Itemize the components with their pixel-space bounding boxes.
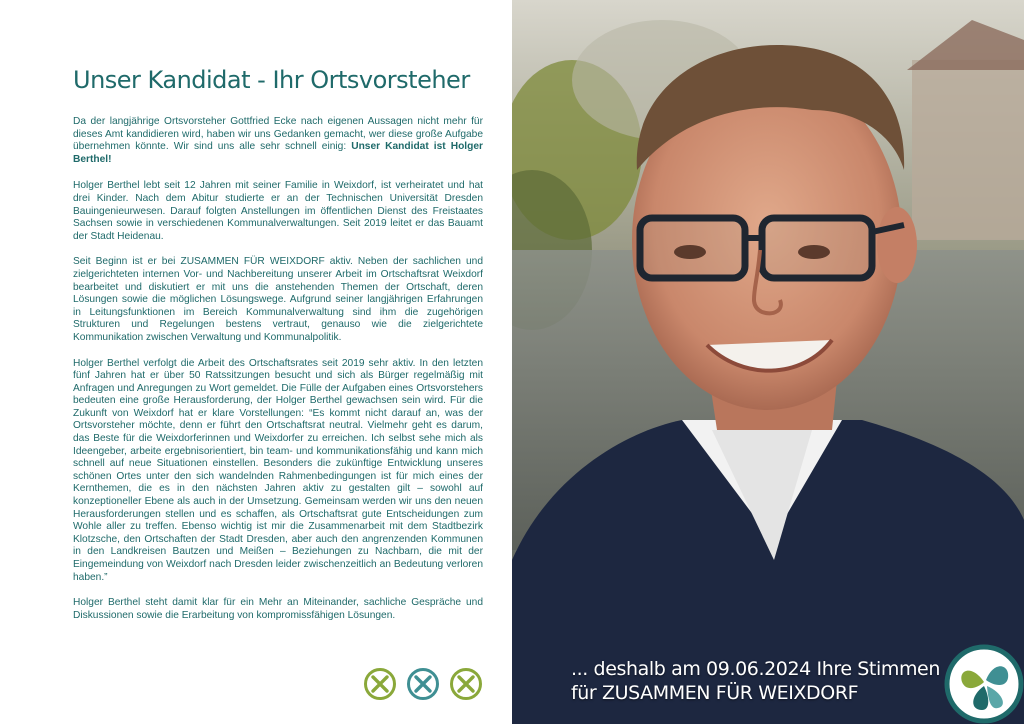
vote-crosses xyxy=(363,667,488,707)
candidate-photo-panel xyxy=(512,0,1024,724)
article-body xyxy=(73,116,483,635)
slogan-line-1: ... deshalb am 09.06.2024 Ihre Stimmen xyxy=(571,658,940,680)
paragraph-biography: Holger Berthel lebt seit 12 Jahren mit seiner Familie in Weixdorf, ist verheiratet und hat drei Kinder. Nach dem Abitur studierte er an der Technischen Universität Dresden Bauingenieurwesen. Darauf folgten Anstellungen im öffentlichen Dienst des Freistaates Sachsen sowie in verschiedenen Kommunalverwaltungen. Seit 2019 leitet er das Bauamt der Stadt Heidenau. xyxy=(73,180,483,242)
paragraph-intro-text: Da der langjährige Ortsvorsteher Gottfried Ecke nach eigenen Aussagen nicht mehr für dieses Amt kandidieren wird, haben wir uns Gedanken gemacht, wer diese große Aufgabe übernehmen könnte. Wir sind uns alle sehr schnell einig: xyxy=(73,116,483,153)
check-cross-icon xyxy=(363,667,397,701)
check-cross-icon xyxy=(449,667,483,701)
check-cross-icon xyxy=(406,667,440,701)
candidate-photo xyxy=(512,0,1024,724)
paragraph-intro xyxy=(73,116,483,166)
page-title: Unser Kandidat - Ihr Ortsvorsteher xyxy=(73,66,470,94)
paragraph-summary: Holger Berthel steht damit klar für ein Mehr an Miteinander, sachliche Gespräche und Diskussionen sowie die Erarbeitung von kompromissfähigen Lösungen. xyxy=(73,597,483,621)
paragraph-vision: Holger Berthel verfolgt die Arbeit des Ortschaftsrates seit 2019 sehr aktiv. In den letzten fünf Jahren hat er über 50 Ratssitzungen besucht und sich als Bürger regelmäßig mit Anfragen und Anregungen zu Wort gemeldet. Die Fülle der Aufgaben eines Ortsvorstehers bedeuten eine große Herausforderung, der Holger Berthel gewachsen sein wird. Für die Zukunft von Weixdorf hat er klare Vorstellungen: “Es kommt nicht darauf an, was der Ortsvorsteher möchte, denn er führt den Ortschaftsrat neutral. Vielmehr geht es darum, das Beste für die Weixdorferinnen und Weixdorfer zu erreichen. Ich selbst sehe mich als Ideengeber, arbeite ergebnisorientiert, bin team- und kommunikationsfähig und kann mich schnell auf neue Situationen einstellen. Besonders die zukünftige Entwicklung unseres schönen Ortes unter den sich wandelnden Rahmenbedingungen ist für mich eines der Kernthemen, die es in den nächsten Jahren aktiv zu gestalten gilt – sowohl auf konzeptioneller Ebene als auch in der Umsetzung. Gemeinsam werden wir uns den neuen Herausforderungen stellen und es schaffen, als Ortschaftsrat gute Entscheidungen zum Wohle aller zu treffen. Ebenso wichtig ist mir die Zusammenarbeit mit dem Stadtbezirk Klotzsche, den Ortschaften der Stadt Dresden, aber auch den angrenzenden Kommunen in den Landkreisen Bautzen und Meißen – Beziehungen zu Nachbarn, die mit der Eingemeindung von Weixdorf nach Dresden leider zwischenzeitlich an Bedeutung verloren haben.” xyxy=(73,357,483,583)
slogan-line-2: für ZUSAMMEN FÜR WEIXDORF xyxy=(571,682,859,704)
candidate-highlight: Unser Kandidat ist Holger Berthel! xyxy=(73,141,483,165)
paragraph-involvement: Seit Beginn ist er bei ZUSAMMEN FÜR WEIXDORF aktiv. Neben der sachlichen und zielgerichteten internen Vor- und Nachbereitung unserer Arbeit im Ortschaftsrat Weixdorf bearbeitet und diskutiert er mit uns die anstehenden Themen der Ortschaft, deren Lösungen sowie die möglichen Lösungswege. Aufgrund seiner langjährigen Erfahrungen in Leitungsfunktionen im Bereich Kommunalverwaltung sind ihm die zugehörigen Strukturen und Regelungen bestens vertraut, genauso wie die zielgerichtete Kommunikation zwischen Verwaltung und Kommunalpolitik. xyxy=(73,256,483,343)
clover-logo xyxy=(944,644,1024,724)
election-slogan xyxy=(571,657,951,705)
